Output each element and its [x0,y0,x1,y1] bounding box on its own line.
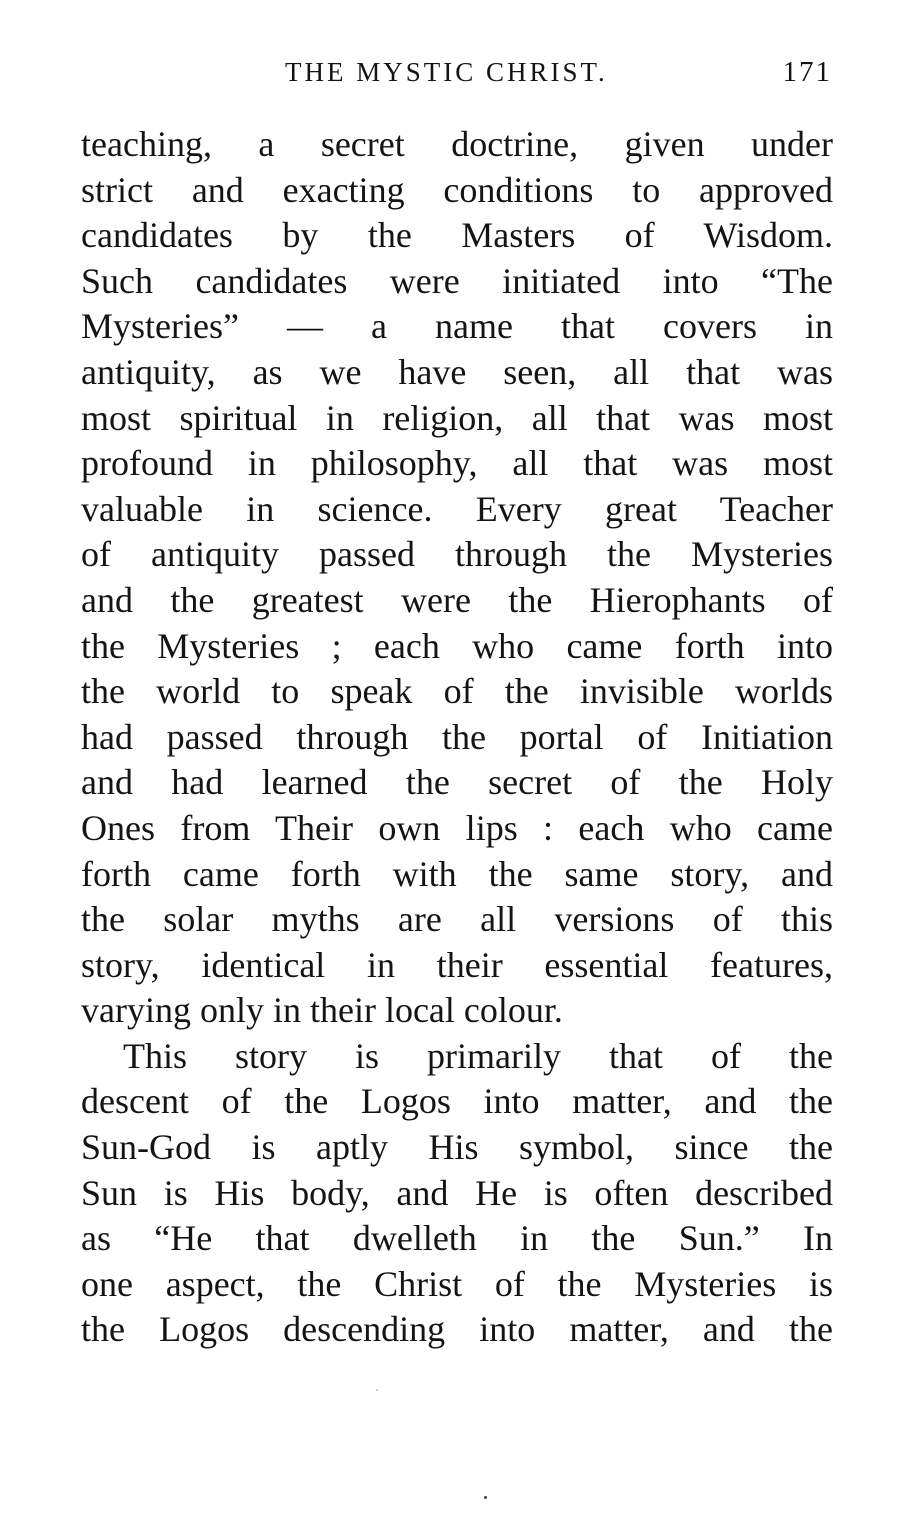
text-line: antiquity, as we have seen, all that was [81,351,833,392]
print-speck [376,1389,378,1391]
page-number: 171 [782,56,832,88]
text-line: valuable in science. Every great Teacher [81,488,833,529]
body-text [81,122,833,1353]
text-line: Mysteries” — a name that covers in [81,306,833,347]
text-line: Such candidates were initiated into “The [81,260,833,301]
text-line: candidates by the Masters of Wisdom. [81,215,833,256]
text-line: strict and exacting conditions to approved [81,169,833,210]
text-line: the world to speak of the invisible worlds [81,671,833,712]
print-speck [484,1496,487,1499]
paragraph-1 [81,122,833,1034]
text-line: had passed through the portal of Initiation [81,716,833,757]
text-line: teaching, a secret doctrine, given under [81,124,833,164]
text-line: This story is primarily that of the [123,1035,833,1076]
text-line: as “He that dwelleth in the Sun.” In [81,1218,833,1259]
text-line: the Mysteries ; each who came forth into [81,625,833,666]
text-line: profound in philosophy, all that was most [81,443,833,484]
text-line: the Logos descending into matter, and the [81,1309,833,1350]
text-line: most spiritual in religion, all that was most [81,397,833,438]
running-title: THE MYSTIC CHRIST. [285,57,608,87]
text-line: forth came forth with the same story, and [81,853,833,894]
text-line: varying only in their local colour. [81,990,563,1031]
text-line: Ones from Their own lips : each who came [81,807,833,848]
text-line: story, identical in their essential features, [81,944,833,985]
text-line: and had learned the secret of the Holy [81,762,833,803]
text-line: descent of the Logos into matter, and the [81,1081,833,1122]
text-line: the solar myths are all versions of this [81,899,833,940]
text-line: one aspect, the Christ of the Mysteries is [81,1263,833,1304]
paragraph-2 [81,1034,833,1353]
text-line: Sun is His body, and He is often described [81,1172,833,1213]
text-line: Sun-God is aptly His symbol, since the [81,1127,833,1168]
text-line: of antiquity passed through the Mysteries [81,534,833,575]
running-header [80,52,832,92]
text-line: and the greatest were the Hierophants of [81,579,833,620]
